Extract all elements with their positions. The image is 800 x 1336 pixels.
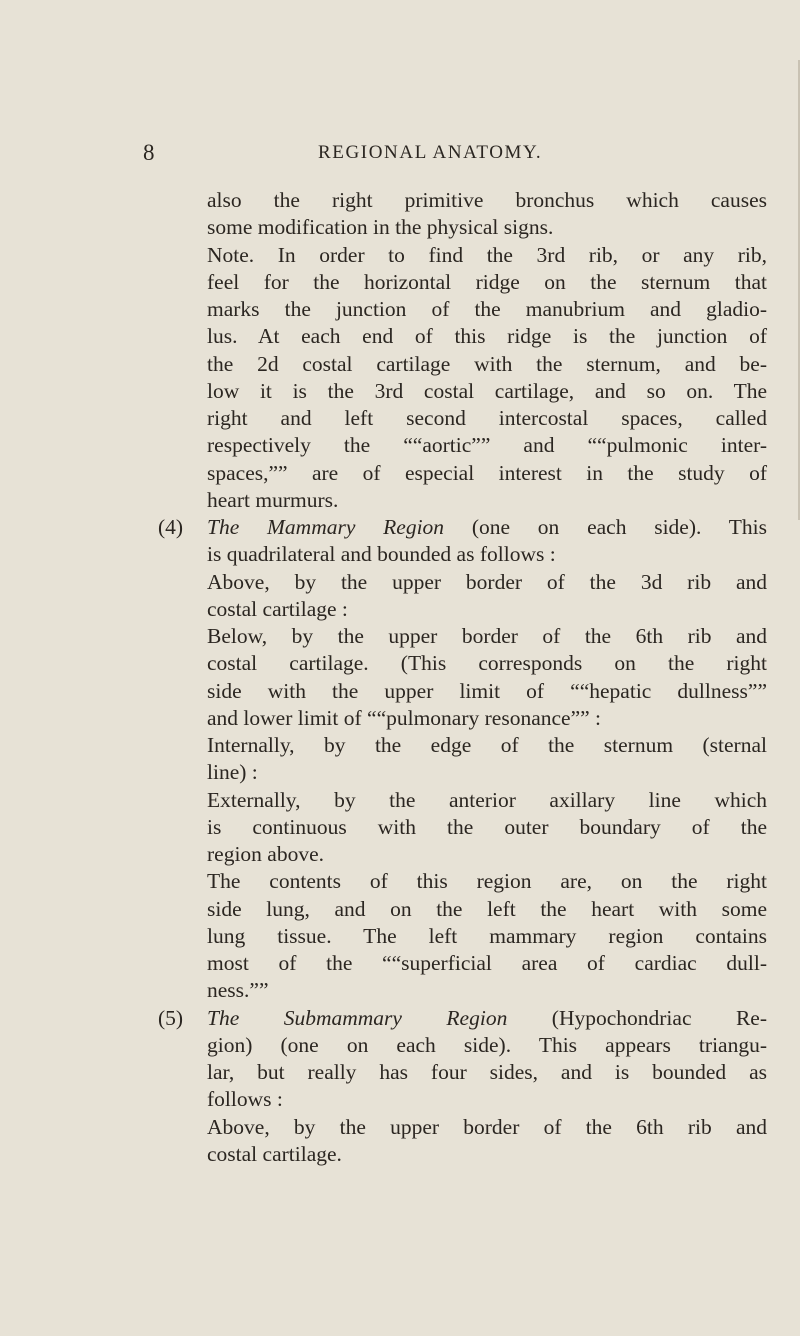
text-line: feel for the horizontal ridge on the sternum that <box>207 269 767 294</box>
text-line: heart murmurs. <box>207 487 339 512</box>
text-line: side with the upper limit of ““hepatic dullness”” <box>207 678 767 703</box>
text-line: lar, but really has four sides, and is bounded as <box>207 1060 767 1084</box>
text-line: Internally, by the edge of the sternum (sternal <box>207 733 767 757</box>
text-line: Below, by the upper border of the 6th rib and <box>207 624 767 648</box>
text-line: is quadrilateral and bounded as follows : <box>207 542 556 567</box>
section-4-title-rest: (one on each side). This <box>444 515 767 539</box>
text-line: Note. In order to find the 3rd rib, or any rib, <box>207 242 767 267</box>
text-line: costal cartilage. (This corresponds on the right <box>207 651 767 676</box>
text-line: marks the junction of the manubrium and gladio- <box>207 297 767 321</box>
section-4-label: (4) <box>158 515 184 539</box>
running-head: REGIONAL ANATOMY. <box>318 142 543 163</box>
text-line: Above, by the upper border of the 3d rib and <box>207 569 767 594</box>
text-line: spaces,”” are of especial interest in the study of <box>207 460 767 485</box>
text-line: region above. <box>207 842 325 866</box>
text-line: also the right primitive bronchus which causes <box>207 188 767 212</box>
body-text <box>158 187 767 1168</box>
section-5-title: The Submammary Region <box>207 1005 508 1030</box>
section-4-body <box>207 541 767 1004</box>
text-line: lus. At each end of this ridge is the junction of <box>207 324 767 349</box>
text-line: costal cartilage : <box>207 596 348 621</box>
text-line: Above, by the upper border of the 6th rib and <box>207 1114 767 1139</box>
text-line: follows : <box>207 1087 283 1112</box>
text-line: is continuous with the outer boundary of the <box>207 814 767 839</box>
page-number: 8 <box>143 140 155 165</box>
text-line: costal cartilage. <box>207 1141 342 1166</box>
section-5-heading-line <box>158 1005 767 1032</box>
section-4-heading-line <box>158 514 767 541</box>
section-5-label: (5) <box>158 1005 184 1030</box>
text-line: right and left second intercostal spaces, called <box>207 406 767 430</box>
text-line: and lower limit of ““pulmonary resonance”” : <box>207 705 602 730</box>
text-line: Externally, by the anterior axillary line which <box>207 787 767 812</box>
text-line: gion) (one on each side). This appears triangu- <box>207 1032 767 1057</box>
text-line: ness.”” <box>207 978 269 1003</box>
text-line: low it is the 3rd costal cartilage, and so on. The <box>207 378 767 403</box>
text-line: respectively the ““aortic”” and ““pulmonic inter- <box>207 433 767 458</box>
text-line: line) : <box>207 760 258 785</box>
section-5-title-rest: (Hypochondriac Re- <box>507 1005 767 1030</box>
intro-paragraphs <box>207 187 767 514</box>
section-4-title: The Mammary Region <box>207 515 445 539</box>
text-line: most of the ““superficial area of cardiac dull- <box>207 951 767 975</box>
text-line: The contents of this region are, on the right <box>207 869 767 894</box>
text-line: side lung, and on the left the heart with some <box>207 896 767 921</box>
text-line: the 2d costal cartilage with the sternum, and be- <box>207 351 767 376</box>
text-line: some modification in the physical signs. <box>207 215 554 240</box>
page-header <box>0 140 800 170</box>
text-line: lung tissue. The left mammary region contains <box>207 923 767 948</box>
section-5-body <box>207 1032 767 1168</box>
